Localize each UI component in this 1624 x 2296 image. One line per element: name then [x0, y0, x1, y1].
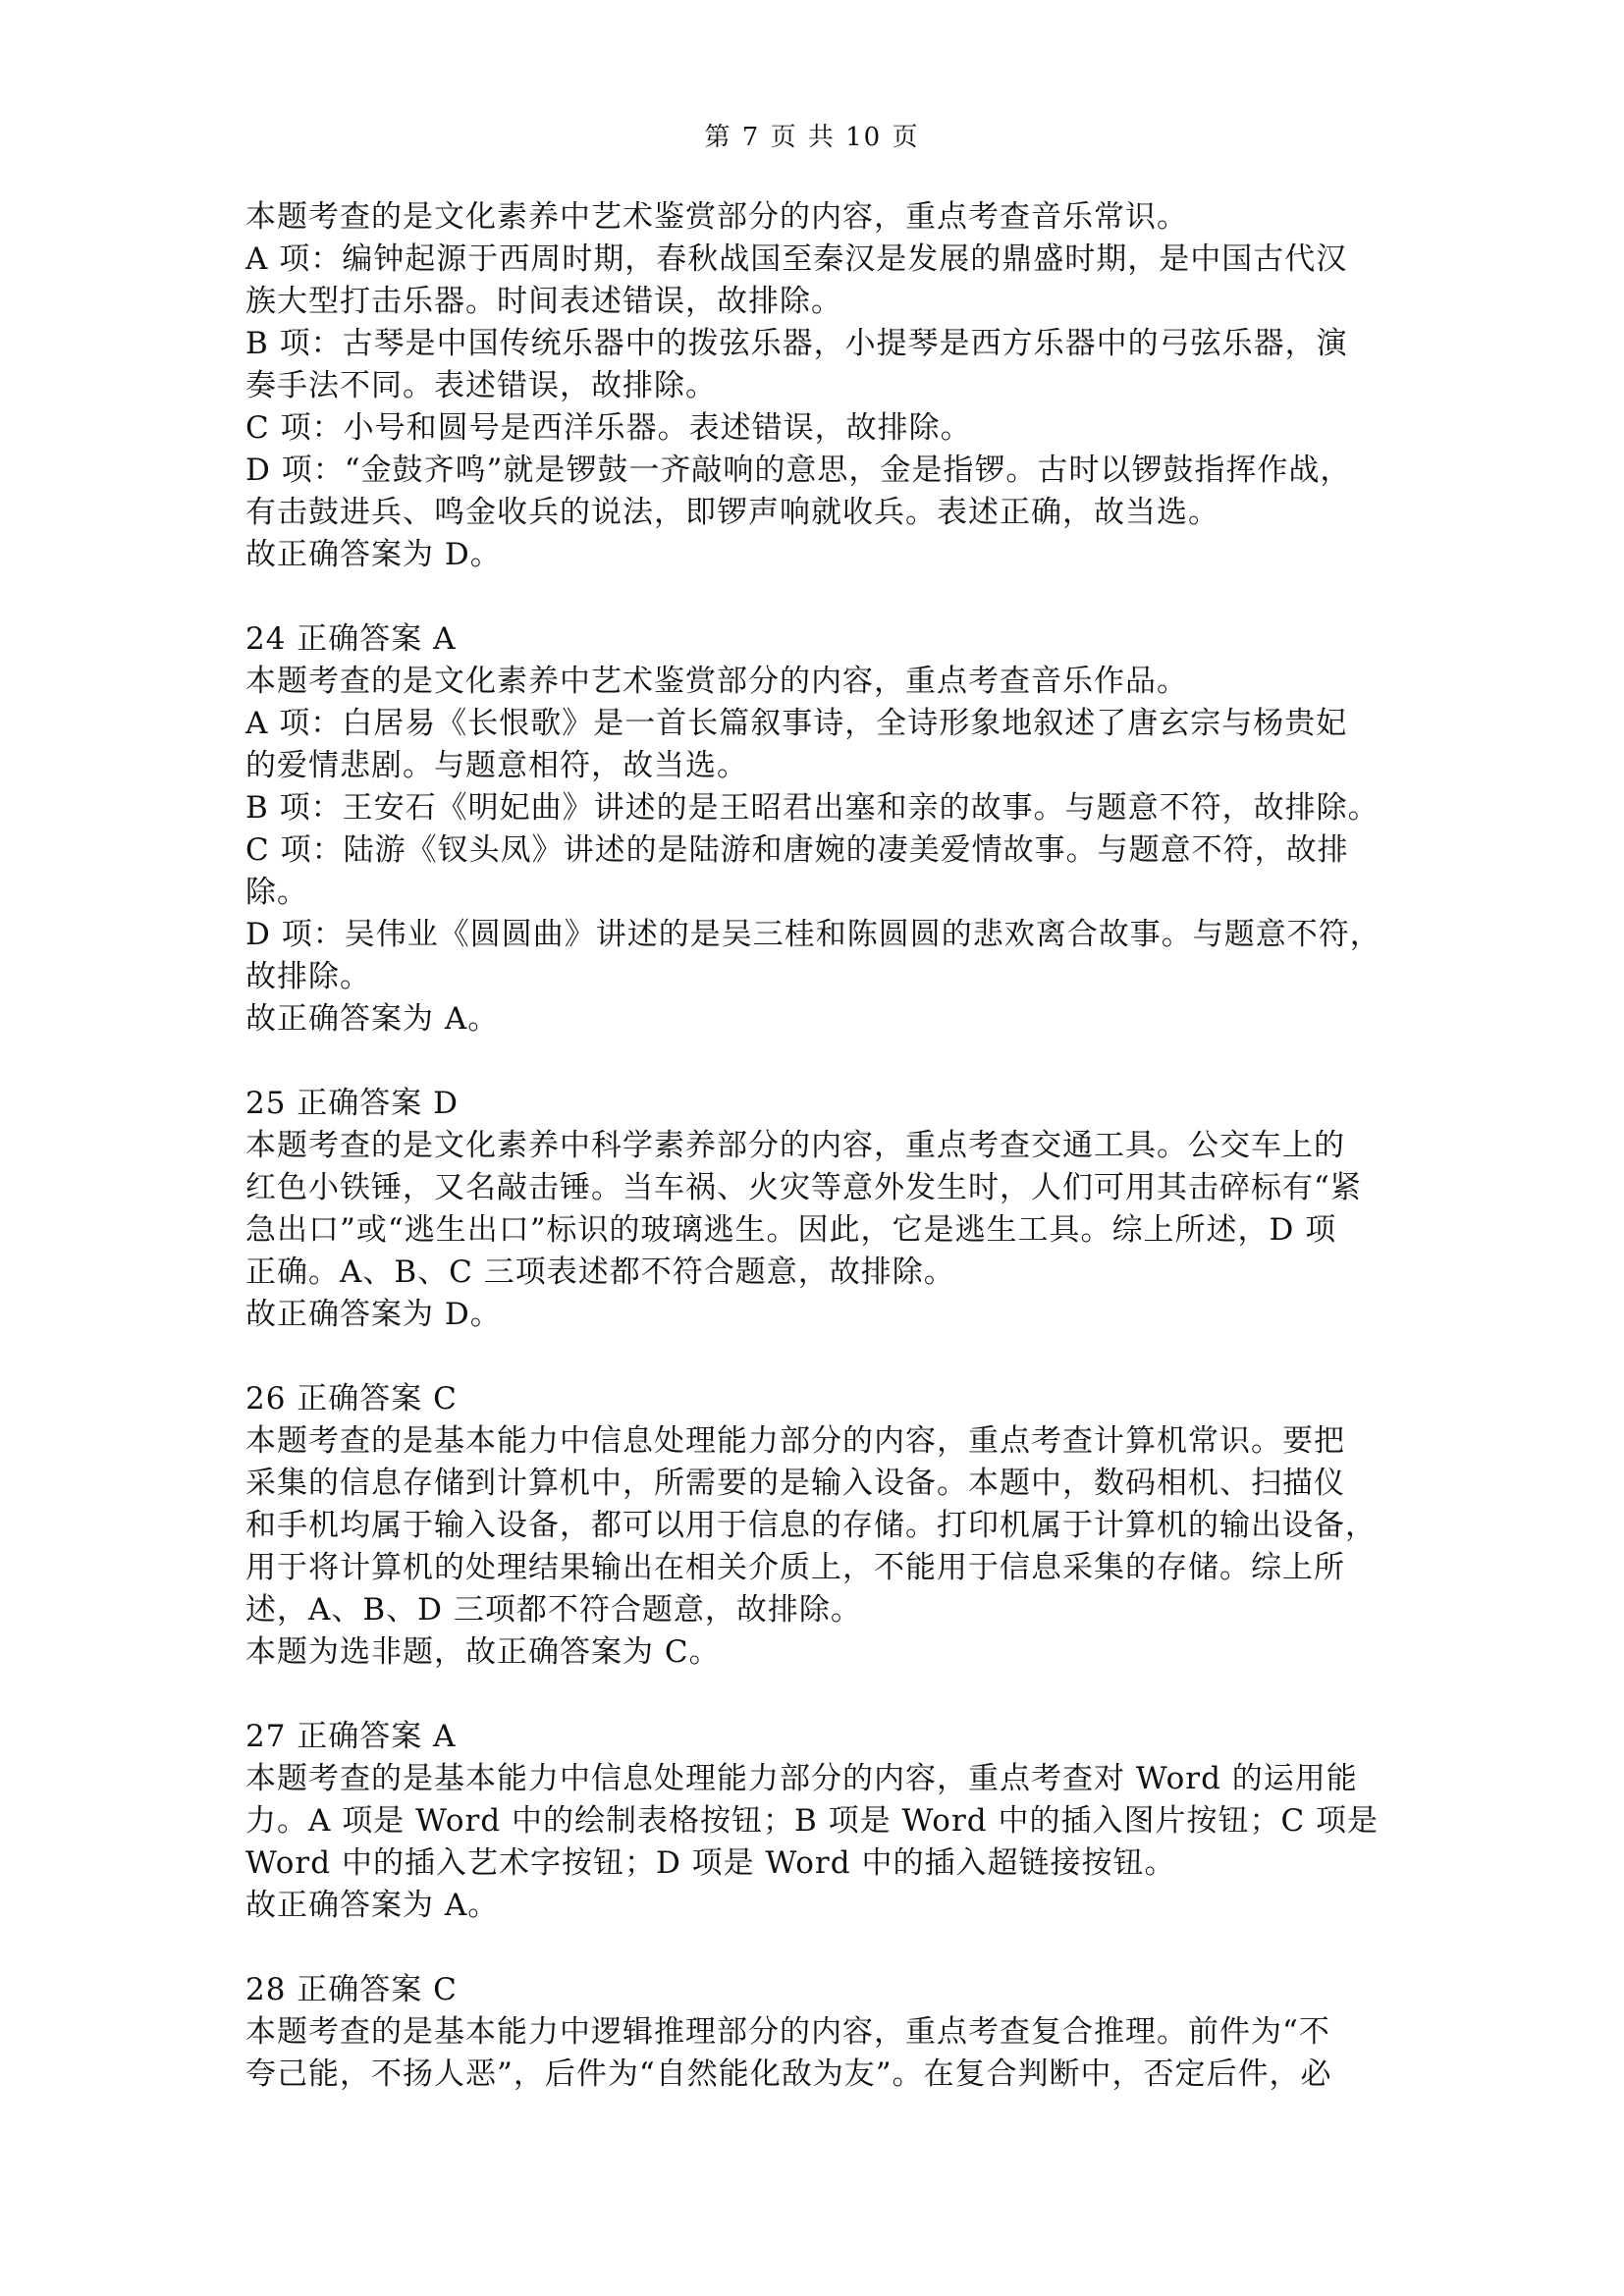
- text-line: 本题考查的是基本能力中信息处理能力部分的内容，重点考查计算机常识。要把: [245, 1423, 1345, 1459]
- text-line: 述，A、B、D 三项都不符合题意，故排除。: [245, 1592, 862, 1628]
- question-28-explanation: [245, 1969, 1384, 2096]
- paragraph-gap: [245, 1674, 1384, 1716]
- text-line: B 项：古琴是中国传统乐器中的拨弦乐器，小提琴是西方乐器中的弓弦乐器，演: [245, 326, 1348, 361]
- text-line: 本题考查的是基本能力中逻辑推理部分的内容，重点考查复合推理。前件为“不: [245, 2014, 1330, 2050]
- answer-heading: 26 正确答案 C: [245, 1381, 458, 1416]
- paragraph-gap: [245, 1927, 1384, 1969]
- text-line: 本题考查的是文化素养中艺术鉴赏部分的内容，重点考查音乐常识。: [245, 199, 1188, 235]
- text-line: A 项：编钟起源于西周时期，春秋战国至秦汉是发展的鼎盛时期，是中国古代汉: [245, 241, 1348, 277]
- text-line: 和手机均属于输入设备，都可以用于信息的存储。打印机属于计算机的输出设备，: [245, 1508, 1377, 1543]
- answer-conclusion: 故正确答案为 A。: [245, 1001, 500, 1037]
- text-line: 的爱情悲剧。与题意相符，故当选。: [245, 748, 748, 783]
- answer-conclusion: 故正确答案为 D。: [245, 1297, 502, 1332]
- text-line: 有击鼓进兵、鸣金收兵的说法，即锣声响就收兵。表述正确，故当选。: [245, 495, 1219, 530]
- text-line: 族大型打击乐器。时间表述错误，故排除。: [245, 284, 842, 319]
- question-25-explanation: [245, 1083, 1384, 1336]
- paragraph-gap: [245, 576, 1384, 618]
- text-line: Word 中的插入艺术字按钮；D 项是 Word 中的插入超链接按钮。: [245, 1845, 1176, 1881]
- text-line: B 项：王安石《明妃曲》讲述的是王昭君出塞和亲的故事。与题意不符，故排除。: [245, 790, 1380, 826]
- text-line: 除。: [245, 875, 308, 910]
- text-line: 夸己能，不扬人恶”，后件为“自然能化敌为友”。在复合判断中，否定后件，必: [245, 2056, 1332, 2092]
- text-line: 红色小铁锤，又名敲击锤。当车祸、火灾等意外发生时，人们可用其击碎标有“紧: [245, 1170, 1362, 1205]
- text-line: 本题考查的是文化素养中科学素养部分的内容，重点考查交通工具。公交车上的: [245, 1128, 1345, 1163]
- question-27-explanation: [245, 1716, 1384, 1927]
- question-23-explanation: [245, 196, 1384, 576]
- answer-heading: 24 正确答案 A: [245, 621, 457, 657]
- text-line: 力。A 项是 Word 中的绘制表格按钮；B 项是 Word 中的插入图片按钮；C 项是: [245, 1803, 1380, 1839]
- text-line: 采集的信息存储到计算机中，所需要的是输入设备。本题中，数码相机、扫描仪: [245, 1466, 1345, 1501]
- answer-heading: 27 正确答案 A: [245, 1719, 457, 1754]
- text-line: 用于将计算机的处理结果输出在相关介质上，不能用于信息采集的存储。综上所: [245, 1550, 1345, 1585]
- text-line: 正确。A、B、C 三项表述都不符合题意，故排除。: [245, 1255, 955, 1290]
- text-line: 本题考查的是基本能力中信息处理能力部分的内容，重点考查对 Word 的运用能: [245, 1761, 1358, 1796]
- paragraph-gap: [245, 1336, 1384, 1378]
- answer-conclusion: 故正确答案为 D。: [245, 537, 502, 572]
- page-number-header: 第 7 页 共 10 页: [704, 123, 920, 152]
- answer-conclusion: 故正确答案为 A。: [245, 1888, 500, 1923]
- question-26-explanation: [245, 1378, 1384, 1674]
- text-line: 故排除。: [245, 959, 371, 994]
- text-line: 急出口”或“逃生出口”标识的玻璃逃生。因此，它是逃生工具。综上所述，D 项: [245, 1212, 1337, 1248]
- text-line: D 项：“金鼓齐鸣”就是锣鼓一齐敲响的意思，金是指锣。古时以锣鼓指挥作战，: [245, 453, 1352, 488]
- answer-heading: 28 正确答案 C: [245, 1972, 458, 2007]
- question-24-explanation: [245, 618, 1384, 1041]
- answer-explanations: [245, 196, 1384, 2096]
- text-line: D 项：吴伟业《圆圆曲》讲述的是吴三桂和陈圆圆的悲欢离合故事。与题意不符，: [245, 917, 1381, 952]
- answer-conclusion: 本题为选非题，故正确答案为 C。: [245, 1634, 721, 1670]
- text-line: A 项：白居易《长恨歌》是一首长篇叙事诗，全诗形象地叙述了唐玄宗与杨贵妃: [245, 706, 1348, 741]
- text-line: 本题考查的是文化素养中艺术鉴赏部分的内容，重点考查音乐作品。: [245, 664, 1188, 699]
- text-line: C 项：小号和圆号是西洋乐器。表述错误，故排除。: [245, 410, 972, 446]
- text-line: C 项：陆游《钗头凤》讲述的是陆游和唐婉的凄美爱情故事。与题意不符，故排: [245, 832, 1349, 868]
- text-line: 奏手法不同。表述错误，故排除。: [245, 368, 717, 403]
- paragraph-gap: [245, 1041, 1384, 1083]
- answer-heading: 25 正确答案 D: [245, 1086, 460, 1121]
